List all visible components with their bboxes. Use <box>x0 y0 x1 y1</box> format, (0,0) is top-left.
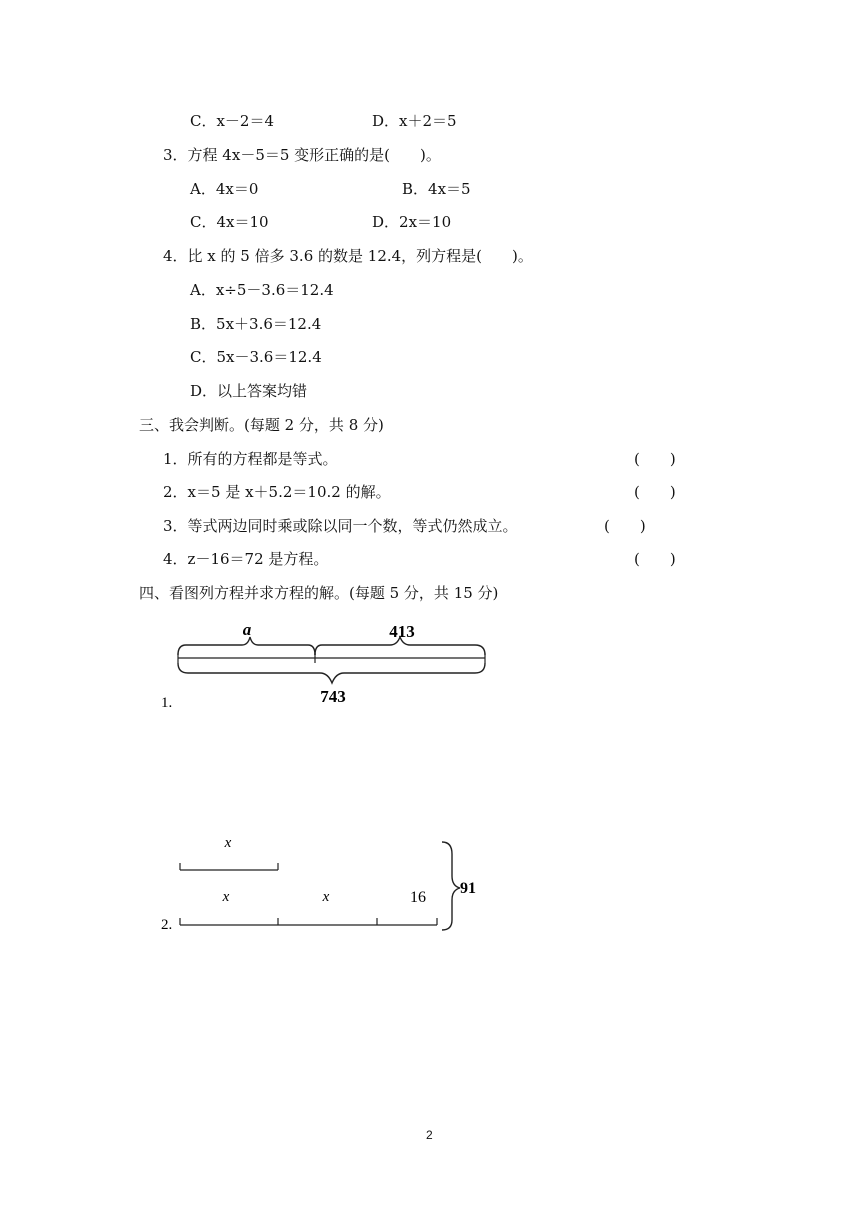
page-number: 2 <box>426 1128 433 1142</box>
q2-option-c: C．x－2＝4 <box>190 112 275 130</box>
q4-option-d: D．以上答案均错 <box>190 382 308 400</box>
diagram-2-number: 2. <box>161 917 173 933</box>
q3-option-b: B．4x＝5 <box>402 180 471 198</box>
diagram-2-label-x2: x <box>322 889 330 905</box>
diagram-1-brace-a <box>178 637 315 655</box>
judge-item-1: 1．所有的方程都是等式。 <box>163 450 338 468</box>
q2-option-d: D．x＋2＝5 <box>372 112 457 130</box>
judge-item-2: 2．x＝5 是 x＋5.2＝10.2 的解。 <box>163 483 391 501</box>
diagram-2-label-x1: x <box>222 889 230 905</box>
section-3-title: 三、我会判断。(每题 2 分，共 8 分) <box>139 416 384 434</box>
q3-stem: 3．方程 4x－5＝5 变形正确的是( )。 <box>163 146 441 164</box>
diagram-2-label-total: 91 <box>460 880 476 897</box>
q3-option-c: C．4x＝10 <box>190 213 269 231</box>
diagram-2 <box>150 830 490 940</box>
answer-paren-2[interactable]: ( ) <box>634 483 676 501</box>
q4-option-a: A．x÷5－3.6＝12.4 <box>190 281 334 299</box>
diagram-1-label-a: a <box>242 620 252 639</box>
q4-stem: 4．比 x 的 5 倍多 3.6 的数是 12.4，列方程是( )。 <box>163 247 533 265</box>
section-4-title: 四、看图列方程并求方程的解。(每题 5 分，共 15 分) <box>139 584 499 602</box>
answer-paren-4[interactable]: ( ) <box>634 550 676 568</box>
diagram-1 <box>150 615 500 715</box>
answer-paren-3[interactable]: ( ) <box>604 517 646 535</box>
q3-option-a: A．4x＝0 <box>190 180 259 198</box>
diagram-2-label-top-x: x <box>224 835 232 851</box>
judge-item-3: 3．等式两边同时乘或除以同一个数，等式仍然成立。 <box>163 517 518 535</box>
diagram-1-label-413: 413 <box>389 622 415 641</box>
diagram-1-label-total: 743 <box>320 687 346 706</box>
diagram-1-number: 1. <box>161 695 173 711</box>
q4-option-c: C．5x－3.6＝12.4 <box>190 348 322 366</box>
q3-option-d: D．2x＝10 <box>372 213 452 231</box>
judge-item-4: 4．z－16＝72 是方程。 <box>163 550 329 568</box>
diagram-1-brace-total <box>178 663 485 683</box>
diagram-2-label-16: 16 <box>410 889 426 906</box>
answer-paren-1[interactable]: ( ) <box>634 450 676 468</box>
diagram-2-brace-total <box>442 842 460 930</box>
q4-option-b: B．5x＋3.6＝12.4 <box>190 315 322 333</box>
